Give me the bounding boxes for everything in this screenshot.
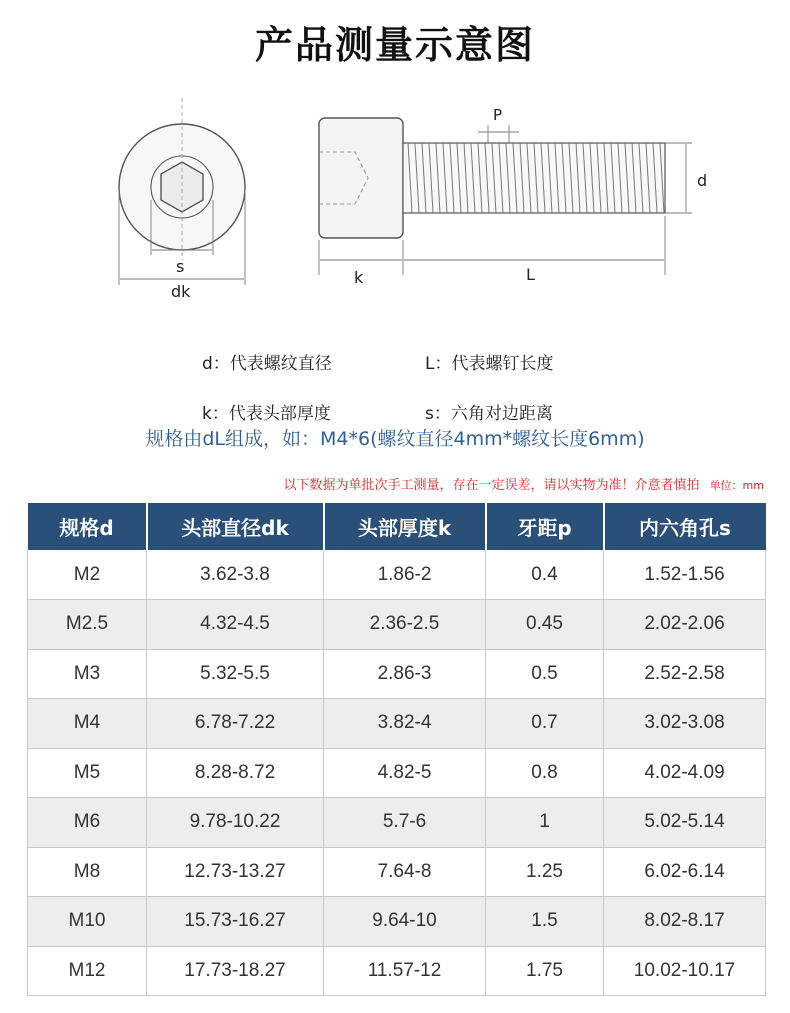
label-dk: dk: [171, 282, 191, 301]
table-cell: 4.02-4.09: [604, 748, 766, 798]
table-cell: 1: [486, 798, 604, 848]
header-head-thickness: 头部厚度k: [324, 503, 486, 550]
table-cell: 1.52-1.56: [604, 550, 766, 600]
table-cell: 9.78-10.22: [147, 798, 324, 848]
table-row: [28, 649, 766, 699]
header-pitch: 牙距p: [486, 503, 604, 550]
table-cell: 12.73-13.27: [147, 847, 324, 897]
table-row: [28, 550, 766, 600]
table-cell: 2.36-2.5: [324, 600, 486, 650]
label-k: k: [354, 268, 364, 287]
table-cell: 1.25: [486, 847, 604, 897]
table-cell: 15.73-16.27: [147, 897, 324, 947]
table-cell: 6.78-7.22: [147, 699, 324, 749]
table-cell: 17.73-18.27: [147, 946, 324, 996]
table-cell: 4.32-4.5: [147, 600, 324, 650]
spec-table: [27, 503, 766, 996]
table-cell: 5.32-5.5: [147, 649, 324, 699]
header-size: 规格d: [28, 503, 147, 550]
table-cell: 5.02-5.14: [604, 798, 766, 848]
label-p: P: [493, 106, 503, 124]
label-s: s: [176, 257, 185, 276]
table-cell: 2.86-3: [324, 649, 486, 699]
table-cell: 5.7-6: [324, 798, 486, 848]
measurement-diagram: [0, 90, 790, 310]
measurement-notice: [0, 474, 790, 493]
table-cell: 11.57-12: [324, 946, 486, 996]
table-cell: 2.02-2.06: [604, 600, 766, 650]
table-row: [28, 798, 766, 848]
table-row: [28, 847, 766, 897]
legend-k: k：代表头部厚度: [202, 404, 331, 424]
table-cell: 0.45: [486, 600, 604, 650]
table-cell: 6.02-6.14: [604, 847, 766, 897]
screw-side-view: [319, 118, 692, 275]
table-cell: 1.86-2: [324, 550, 486, 600]
table-row: [28, 946, 766, 996]
table-cell: M6: [28, 798, 147, 848]
table-cell: 4.82-5: [324, 748, 486, 798]
table-cell: 3.02-3.08: [604, 699, 766, 749]
label-L: L: [526, 265, 535, 284]
unit-label: 单位：mm: [709, 479, 764, 492]
legend-d: d：代表螺纹直径: [202, 354, 332, 374]
table-cell: 3.82-4: [324, 699, 486, 749]
table-header-row: [28, 503, 766, 550]
table-row: [28, 600, 766, 650]
table-cell: M2.5: [28, 600, 147, 650]
header-head-diameter: 头部直径dk: [147, 503, 324, 550]
table-cell: 8.02-8.17: [604, 897, 766, 947]
table-cell: M3: [28, 649, 147, 699]
legend-L: L：代表螺钉长度: [425, 354, 554, 374]
table-cell: 8.28-8.72: [147, 748, 324, 798]
table-cell: M10: [28, 897, 147, 947]
notice-text: 以下数据为单批次手工测量，存在一定误差，请以实物为准！介意者慎拍: [283, 478, 700, 493]
table-cell: 1.5: [486, 897, 604, 947]
table-cell: M8: [28, 847, 147, 897]
table-cell: 9.64-10: [324, 897, 486, 947]
table-row: [28, 699, 766, 749]
table-row: [28, 897, 766, 947]
table-cell: M4: [28, 699, 147, 749]
spec-example: 规格由dL组成，如：M4*6(螺纹直径4mm*螺纹长度6mm): [145, 428, 645, 450]
spec-table-body: [28, 550, 766, 996]
table-cell: 3.62-3.8: [147, 550, 324, 600]
table-cell: 10.02-10.17: [604, 946, 766, 996]
table-cell: 0.7: [486, 699, 604, 749]
table-cell: 7.64-8: [324, 847, 486, 897]
table-cell: 1.75: [486, 946, 604, 996]
table-cell: 2.52-2.58: [604, 649, 766, 699]
header-hex-socket: 内六角孔s: [604, 503, 766, 550]
table-cell: M2: [28, 550, 147, 600]
label-d: d: [697, 171, 708, 190]
table-cell: 0.8: [486, 748, 604, 798]
page-title: 产品测量示意图: [254, 23, 535, 67]
table-cell: M12: [28, 946, 147, 996]
legend-s: s：六角对边距离: [425, 404, 553, 424]
table-row: [28, 748, 766, 798]
table-cell: M5: [28, 748, 147, 798]
table-cell: 0.4: [486, 550, 604, 600]
table-cell: 0.5: [486, 649, 604, 699]
